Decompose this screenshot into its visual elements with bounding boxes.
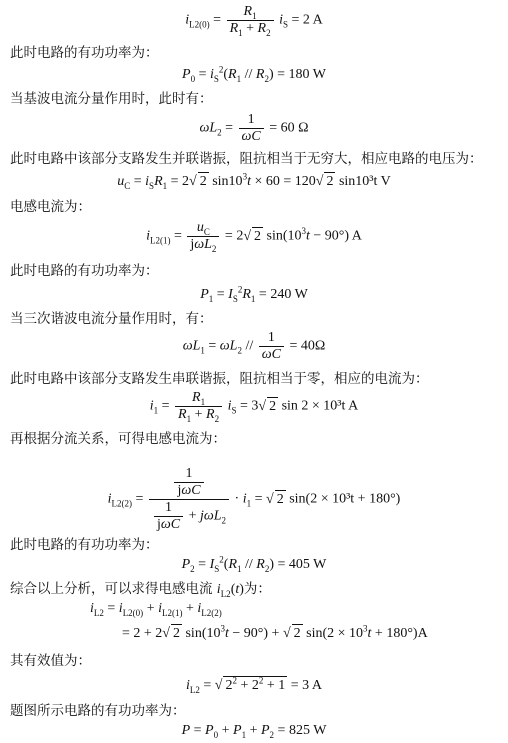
equation-result: = 240 W [258,287,308,302]
paragraph: 再根据分流关系，可得电感电流为： [10,431,226,447]
equation-il2-expanded: = 2 + 2√ 2 $\sin(10^3t - 90^\circ)$ + √ 2 $\sin(2 \times 10^3t + 180^\circ)A$ [122,623,428,641]
equation-total-power: $P = P_0 + P_1 + P_2 = 825$ W [181,723,327,740]
paragraph: 此时电路的有功功率为： [10,263,159,279]
equation-p0: $P_0 = i_S^2(R_1 // R_2) = 180$ W [182,64,326,84]
equation-result: = 825 W [277,723,327,738]
equation-unit: A [351,228,362,244]
equation-p1: $P_1 = I_S^2R_1 = 240$ W [200,284,308,304]
equation-result: = 60 Ω [269,120,309,136]
fraction: $\frac{1}{\text{jωC}}$ [154,500,183,533]
equation-p2: $P_2 = I_S^2(R_1 // R_2) = 405$ W [181,554,327,574]
equation-il2-2: $i_{L2(2)}$ = $\frac{1}{\text{jωC}}$ $\frac{1}{\text{jωC}}$ + jωL$_2$ · $i_1$ = √ 2 sin(2 × 10³t + 180°) [107,466,401,532]
paragraph: 此时电路的有功功率为： [10,45,159,61]
equation-tail: sin10³t V [338,174,391,189]
fraction: $\frac{1}{\text{jωC}}$ [174,466,203,499]
paragraph: 题图所示电路的有功功率为： [10,703,186,719]
paragraph: 当三次谐波电流分量作用时，有： [10,311,213,327]
equation-il2-0: $i_{L2(0)}$ = $\frac{R_1}{R_1 + R_2}$ $i_S = 2$ A [185,4,323,38]
fraction: $\frac{u_C}{j\omega L_2}$ [187,220,219,253]
fraction: $\frac{R_1}{R_1 + R_2}$ [227,4,274,37]
paragraph-summary: 综合以上分析，可以求得电感电流 $i_{L2}(t)$为： [10,581,271,599]
equation-resonance-third: $\omega L_1 = \omega L_2$ // $\frac{1}{\omega C}$ = 40Ω [182,330,326,362]
paragraph: 此时电路中该部分支路发生并联谐振，阻抗相当于无穷大，相应电路的电压为： [10,151,483,167]
paragraph: 电感电流为： [10,199,91,215]
equation-result: = 180 W [277,67,326,82]
paragraph-text: 为： [243,581,271,597]
equation-resonance-fundamental: $\omega L_2$ = $\frac{1}{\omega C}$ = 60 Ω [199,112,309,144]
fraction: $\frac{1}{\omega C}$ [259,330,284,363]
equation-result: sin(2 × 10³t + 180°) [289,491,401,507]
fraction: $\frac{1}{\omega C}$ [239,112,264,145]
equation-il2-sum: $i_{L2} = i_{L2(0)} + i_{L2(1)} + i_{L2(2)}$ [90,601,222,618]
paragraph: 其有效值为： [10,653,91,669]
equation-result: = 405 W [277,557,327,572]
equation-il2-1: $i_{L2(1)}$ = $\frac{u_C}{j\omega L_2}$ = 2√ 2 $\sin(10^3t - 90^\circ)$ A [146,220,362,254]
equation-result: = 120 [283,174,316,189]
equation-result: = 2 A [291,12,323,28]
equation-result: = 40Ω [289,338,326,354]
paragraph-text: 综合以上分析，可以求得电感电流 [10,581,213,597]
compound-fraction: $\frac{1}{\text{jωC}}$ $\frac{1}{\text{jωC}}$ + jωL$_2$ [149,466,229,533]
equation-rms: $i_{L2}$ = √ $2^2 + 2^2 + 1 = 3$ A [185,675,323,695]
fraction: $\frac{R_1}{R_1 + R_2}$ [175,390,222,423]
paragraph: 此时电路中该部分支路发生串联谐振，阻抗相当于零，相应的电流为： [10,371,429,387]
paragraph: 此时电路的有功功率为： [10,537,159,553]
paragraph: 当基波电流分量作用时，此时有： [10,91,213,107]
equation-result: sin 2 × 10³t A [281,398,359,414]
equation-i1: $i_1$ = $\frac{R_1}{R_1 + R_2}$ $i_S = 3√$ 2 sin 2 × 10³t A [149,390,359,424]
equation-result: = 3 A [290,678,323,693]
equation-uc: $u_C = i_SR_1 = 2√$ 2 $\sin 10^3t \times 60 = 120√$ 2 sin10³t V [117,171,391,191]
